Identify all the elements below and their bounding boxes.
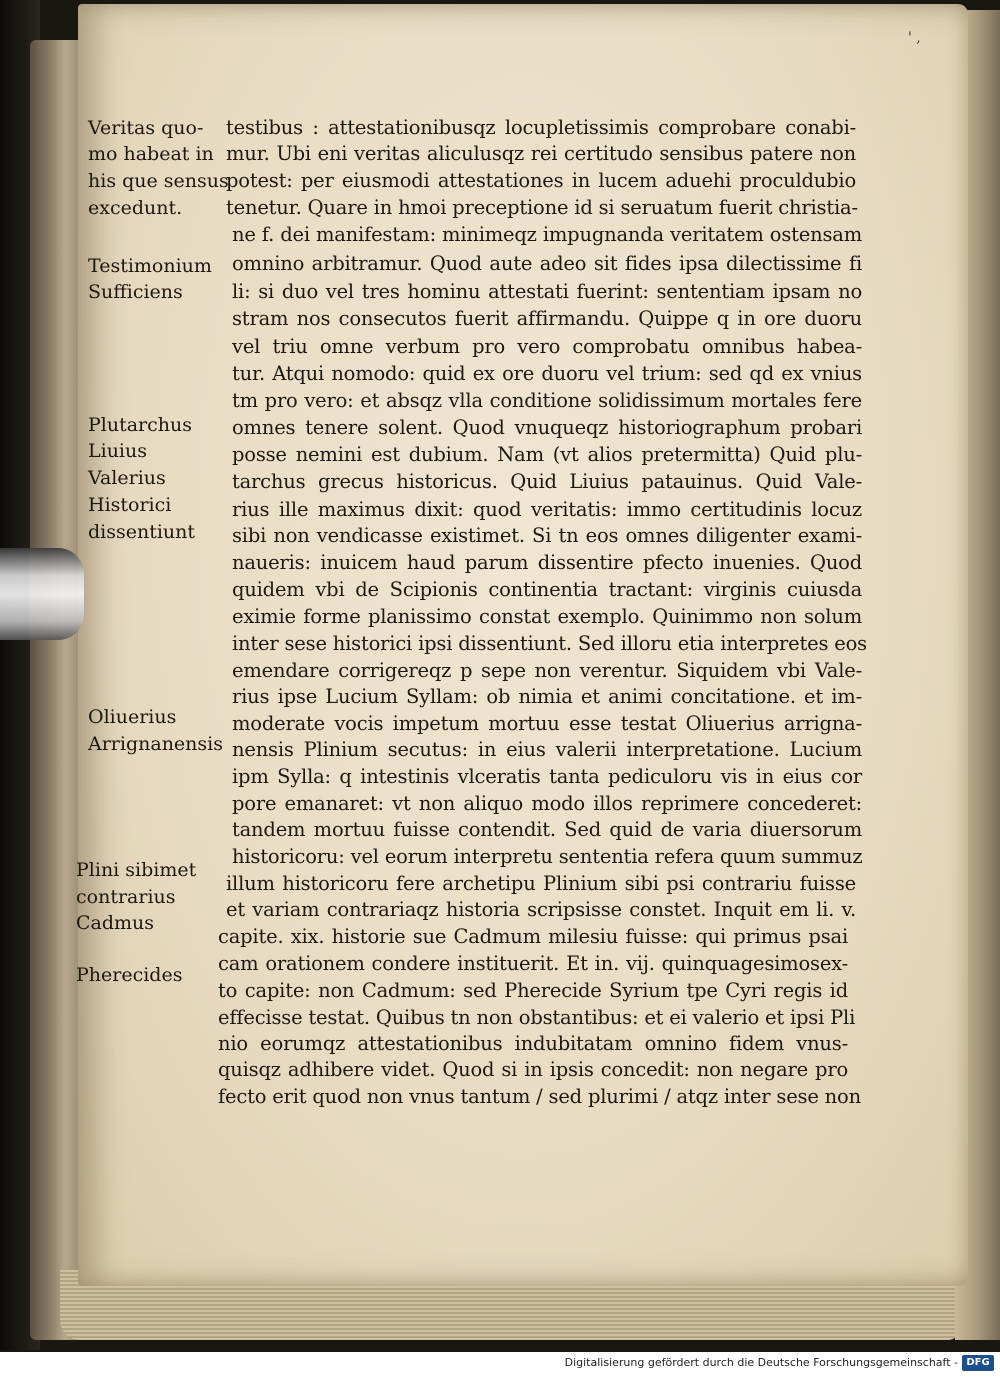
text-line: emendare corrigereqz p sepe non verentur. Siquidem vbi Vale- [232,659,862,682]
margin-line: Pherecides [76,964,183,986]
text-line: tenetur. Quare in hmoi preceptione id si seruatum fuerit christia- [226,196,858,219]
text-line: nensis Plinium secutus: in eius valerii interpretatione. Lucium [232,738,862,761]
text-line: ipm Sylla: q intestinis vlceratis tanta pediculoru vis in eius cor [232,765,862,788]
text-line: quisqz adhibere videt. Quod si in ipsis concedit: non negare pro [218,1058,848,1081]
margin-line: Plutarchus [88,414,193,436]
text-line: nio eorumqz attestationibus indubitatam omnino fidem vnus- [218,1032,848,1055]
text-line: quidem vbi de Scipionis continentia tractant: virginis cuiusda [232,578,862,601]
text-line: sibi non vendicasse existimet. Si tn eos omnes diligenter exami- [232,524,862,547]
margin-line: Sufficiens [88,281,183,303]
text-line: capite. xix. historie sue Cadmum milesiu fuisse: qui primus psai [218,925,848,948]
text-line: rius ipse Lucium Syllam: ob nimia et animi concitatione. et im- [232,685,862,708]
text-line: testibus : attestationibusqz locupletissimis comprobare conabi- [226,116,856,139]
margin-line: Plini sibimet [76,859,197,881]
text-line: effecisse testat. Quibus tn non obstantibus: et ei valerio et ipsi Pli [218,1006,856,1029]
text-line: cam orationem condere instituerit. Et in. vij. quinquagesimosex- [218,952,848,975]
text-line: fecto erit quod non vnus tantum / sed plurimi / atqz inter sese non [218,1085,861,1108]
text-line: inter sese historici ipsi dissentiunt. Sed illoru etia interpretes eos [232,632,867,655]
margin-line: Arrignanensis [88,733,223,755]
margin-line: Valerius [88,467,166,489]
text-line: posse nemini est dubium. Nam (vt alios pretermitta) Quid plu- [232,443,862,466]
text-line: naueris: inuicem haud parum dissentire pfecto inuenies. Quod [232,551,862,574]
margin-line: Liuius [88,440,147,462]
text-line: pore emanaret: vt non aliquo modo illos reprimere concederet: [232,792,862,815]
dfg-logo: DFG [962,1355,994,1371]
margin-line: Testimonium [88,255,212,277]
footer-credit: Digitalisierung gefördert durch die Deutsche Forschungsgemeinschaft - [564,1356,958,1369]
margin-line: excedunt. [88,197,183,219]
text-line: historicoru: vel eorum interpretu sententia refera quum summuz [232,845,863,868]
page-clip [0,548,84,640]
text-line: eximie forme planissimo constat exemplo. Quinimmo non solum [232,605,862,628]
margin-line: contrarius [76,886,176,908]
margin-line: Veritas quo- [88,117,204,139]
text-line: illum historicoru fere archetipu Plinium sibi psi contrariu fuisse [226,872,856,895]
text-line: omnino arbitramur. Quod aute adeo sit fides ipsa dilectissime fi [232,252,862,275]
text-line: tm pro vero: et absqz vlla conditione solidissimum mortales fere [232,389,862,412]
margin-line: dissentiunt [88,521,196,543]
margin-line: his que sensus [88,170,229,192]
corner-marks: ' , [908,30,921,46]
text-line: to capite: non Cadmum: sed Pherecide Syrium tpe Cyri regis id [218,979,848,1002]
text-line: ne f. dei manifestam: minimeqz impugnanda veritatem ostensam [232,223,862,246]
margin-line: Oliuerius [88,706,177,728]
text-line: rius ille maximus dixit: quod veritatis: immo certitudinis locuz [232,498,862,521]
text-line: potest: per eiusmodi attestationes in lucem aduehi proculdubio [226,169,856,192]
margin-line: Historici [88,494,172,516]
text-line: tur. Atqui nomodo: quid ex ore duoru vel trium: sed qd ex vnius [232,362,862,385]
margin-line: mo habeat in [88,143,214,165]
text-line: et variam contrariaqz historia scripsisse constet. Inquit em li. v. [226,898,856,921]
text-line: li: si duo vel tres hominu attestati fuerint: sententiam ipsam no [232,280,862,303]
text-line: stram nos consecutos fuerit affirmandu. Quippe q in ore duoru [232,307,862,330]
text-line: vel triu omne verbum pro vero comprobatu omnibus habea- [232,335,862,358]
text-line: tarchus grecus historicus. Quid Liuius patauinus. Quid Vale- [232,470,862,493]
book-spine-edge [30,40,80,1340]
text-line: mur. Ubi eni veritas aliculusqz rei certitudo sensibus patere non [226,142,856,165]
text-line: omnes tenere solent. Quod vnuqueqz historiographum probari [232,416,862,439]
text-line: tandem mortuu fuisse contendit. Sed quid de varia diuersorum [232,818,862,841]
margin-line: Cadmus [76,912,155,934]
text-line: moderate vocis impetum mortuu esse testat Oliuerius arrigna- [232,712,862,735]
